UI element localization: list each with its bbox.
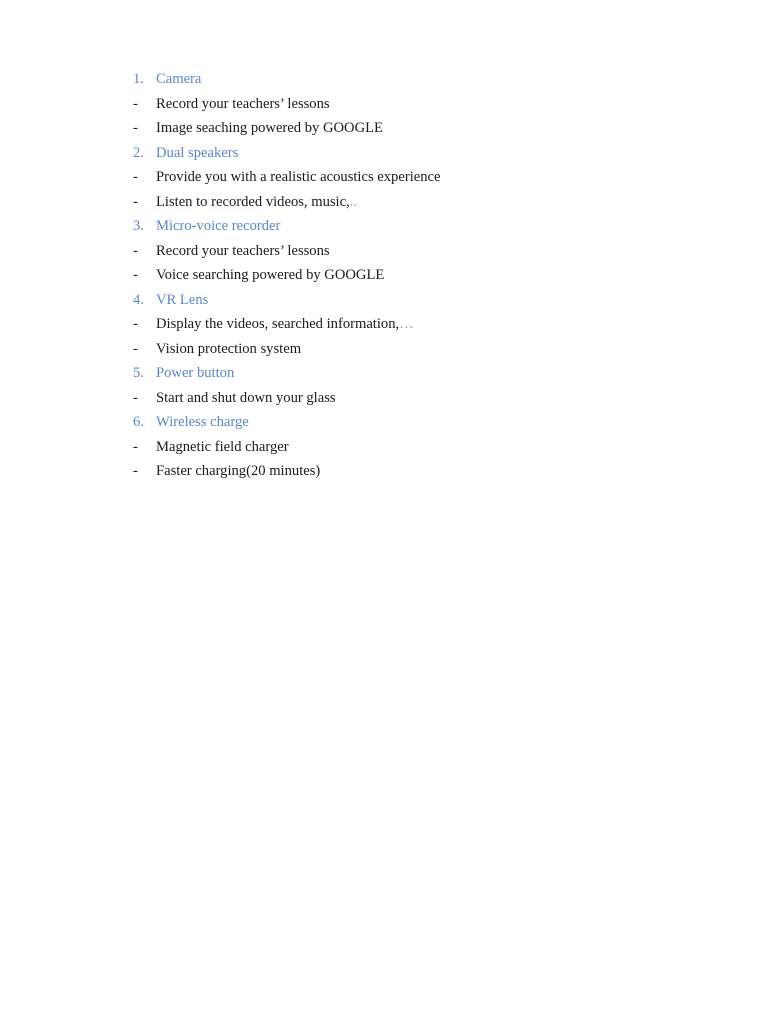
section-title: Dual speakers [156, 144, 239, 161]
list-item-suffix: .. [349, 193, 358, 210]
list-item-text: Magnetic field charger [156, 438, 289, 455]
list-item-text: Image seaching powered by GOOGLE [156, 120, 383, 136]
feature-list [133, 67, 440, 484]
list-item [133, 337, 440, 362]
section-title: Power button [156, 365, 235, 381]
list-item [133, 263, 440, 288]
dash-bullet: - [133, 463, 138, 479]
list-item-text: Listen to recorded videos, music, [156, 193, 350, 210]
list-item [133, 435, 440, 460]
list-item [133, 190, 440, 215]
list-item [133, 459, 440, 484]
list-item [133, 239, 440, 264]
dash-bullet: - [133, 169, 138, 185]
section-title: Wireless charge [156, 414, 249, 430]
section-number: 6. [133, 414, 144, 430]
section-heading [133, 214, 440, 239]
list-item [133, 386, 440, 411]
dash-bullet: - [133, 389, 138, 406]
section-number: 3. [133, 218, 144, 234]
list-item [133, 312, 440, 337]
list-item-text: Voice searching powered by GOOGLE [156, 267, 385, 283]
section-number: 4. [133, 291, 144, 308]
list-item-text: Record your teachers’ lessons [156, 242, 330, 259]
list-item-text: Vision protection system [156, 340, 302, 357]
dash-bullet: - [133, 340, 138, 357]
dash-bullet: - [133, 95, 138, 112]
section-heading [133, 361, 440, 386]
section-number: 5. [133, 365, 144, 381]
dash-bullet: - [133, 193, 138, 210]
dash-bullet: - [133, 242, 138, 259]
list-item-text: Record your teachers’ lessons [156, 95, 330, 112]
section-title: Micro-voice recorder [156, 218, 281, 234]
list-item-text: Provide you with a realistic acoustics experience [156, 169, 441, 185]
section-heading [133, 141, 440, 166]
section-heading [133, 67, 440, 92]
dash-bullet: - [133, 120, 138, 136]
list-item-text: Display the videos, searched information, [156, 316, 400, 332]
list-item [133, 116, 440, 141]
section-title: VR Lens [156, 291, 209, 308]
list-item-text: Faster charging(20 minutes) [156, 463, 321, 479]
dash-bullet: - [133, 267, 138, 283]
list-item [133, 92, 440, 117]
dash-bullet: - [133, 438, 138, 455]
section-number: 2. [133, 144, 144, 161]
section-number: 1. [133, 71, 144, 87]
section-heading [133, 410, 440, 435]
list-item-suffix: … [399, 316, 414, 332]
section-title: Camera [156, 71, 202, 87]
list-item [133, 165, 440, 190]
dash-bullet: - [133, 316, 138, 332]
section-heading [133, 288, 440, 313]
list-item-text: Start and shut down your glass [156, 389, 336, 406]
